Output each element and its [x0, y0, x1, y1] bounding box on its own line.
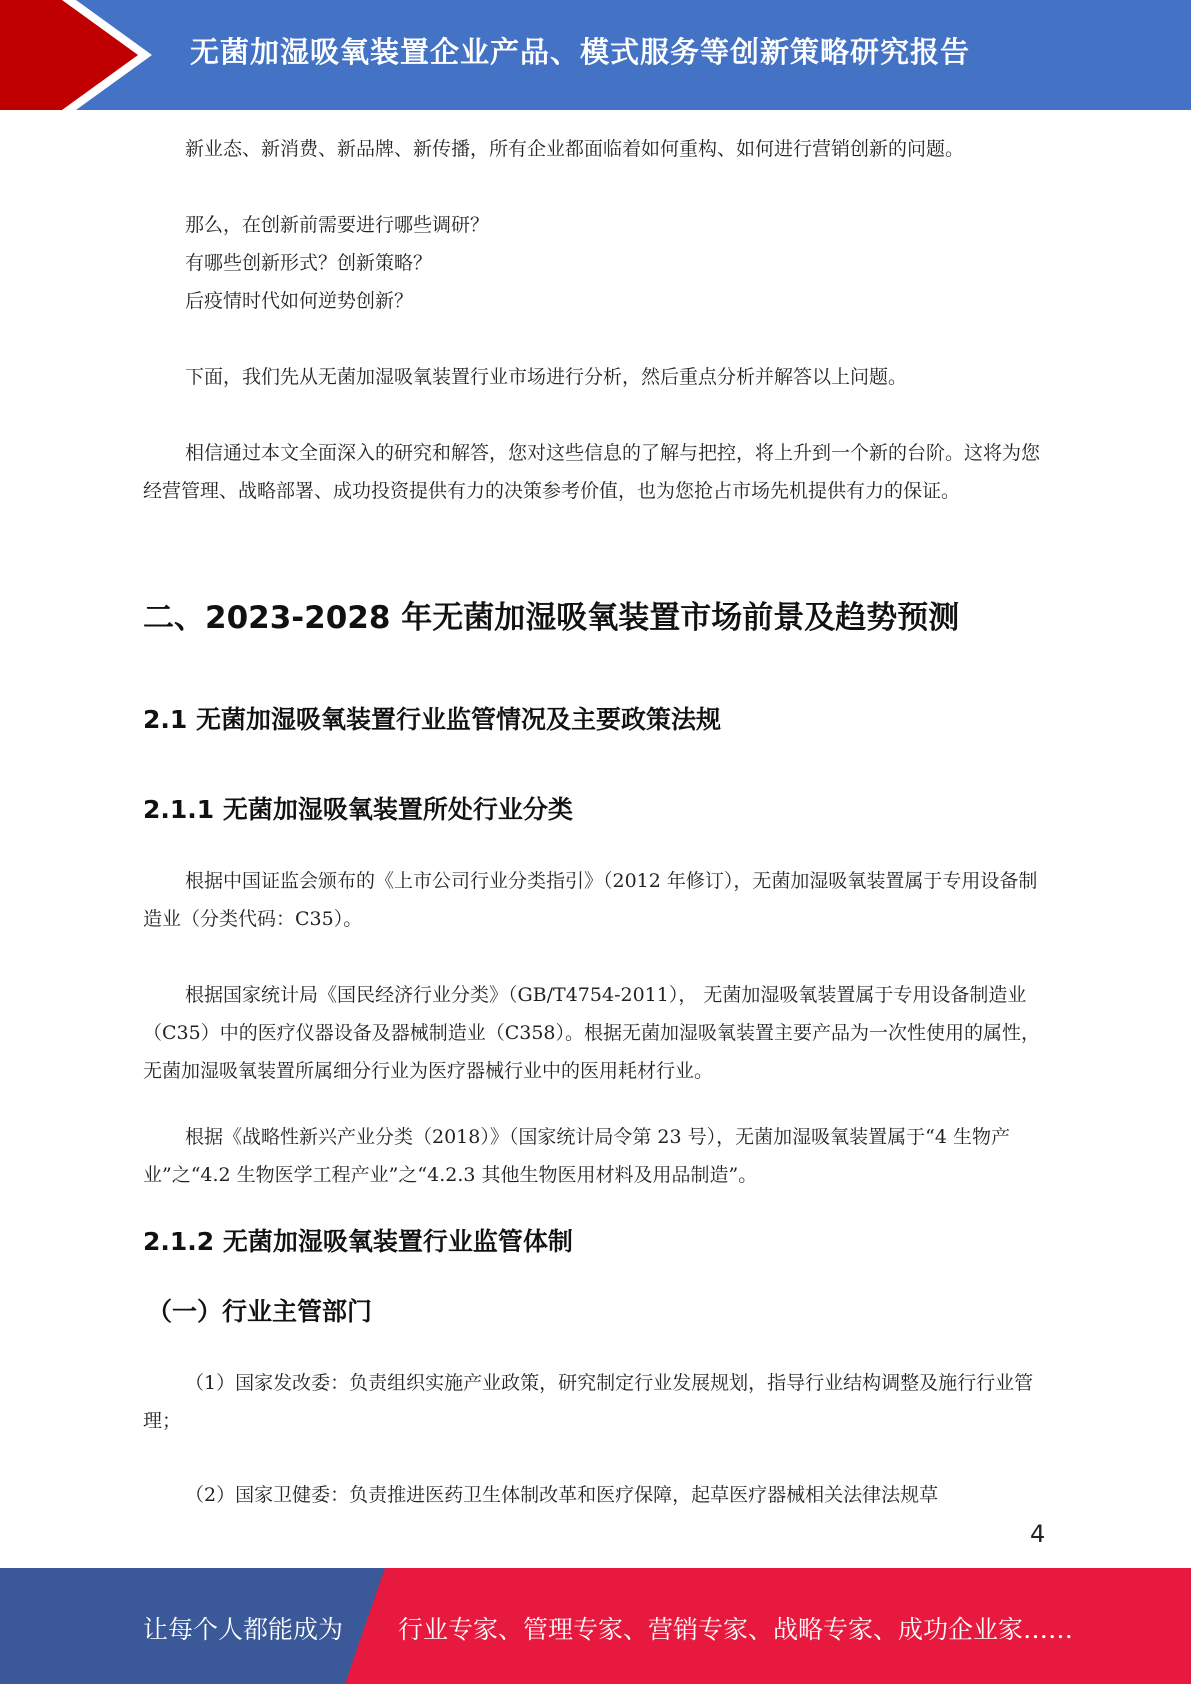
classification-paragraph-3: 根据《战略性新兴产业分类（2018）》（国家统计局令第 23 号），无菌加湿吸氧装置属于“4 生物产业”之“4.2 生物医学工程产业”之“4.2.3 其他生物医用材料及用品制造”。 — [143, 1126, 1010, 1186]
authority-item-1: （1）国家发改委：负责组织实施产业政策，研究制定行业发展规划，指导行业结构调整及施行行业管理； — [143, 1372, 1034, 1432]
intro-paragraph: 新业态、新消费、新品牌、新传播，所有企业都面临着如何重构、如何进行营销创新的问题。 — [185, 138, 965, 160]
subsection-heading-2-1-1: 2.1.1 无菌加湿吸氧装置所处行业分类 — [143, 795, 573, 824]
footer-slogan-left: 让每个人都能成为 — [143, 1615, 344, 1644]
page-footer — [0, 1568, 1191, 1684]
authority-heading: （一）行业主管部门 — [147, 1297, 373, 1326]
analysis-paragraph: 下面，我们先从无菌加湿吸氧装置行业市场进行分析，然后重点分析并解答以上问题。 — [185, 366, 908, 388]
question-1: 那么，在创新前需要进行哪些调研？ — [185, 214, 490, 236]
question-3: 后疫情时代如何逆势创新？ — [185, 290, 414, 312]
value-paragraph: 相信通过本文全面深入的研究和解答，您对这些信息的了解与把控，将上升到一个新的台阶。这将为您经营管理、战略部署、成功投资提供有力的决策参考价值，也为您抢占市场先机提供有力的保证。 — [143, 442, 1041, 502]
subsection-heading-2-1-2: 2.1.2 无菌加湿吸氧装置行业监管体制 — [143, 1227, 573, 1256]
classification-paragraph-2: 根据国家统计局《国民经济行业分类》（GB/T4754-2011）， 无菌加湿吸氧装置属于专用设备制造业（C35）中的医疗仪器设备及器械制造业（C358）。根据无菌加湿吸氧装置主要产品为一次性使用的属性，无菌加湿吸氧装置所属细分行业为医疗器械行业中的医用耗材行业。 — [143, 984, 1041, 1082]
question-2: 有哪些创新形式？创新策略？ — [185, 252, 433, 274]
authority-item-2: （2）国家卫健委：负责推进医药卫生体制改革和医疗保障，起草医疗器械相关法律法规草 — [185, 1484, 939, 1506]
page-header — [0, 0, 1191, 110]
section-heading: 二、2023-2028 年无菌加湿吸氧装置市场前景及趋势预测 — [143, 600, 960, 636]
subsection-heading-2-1: 2.1 无菌加湿吸氧装置行业监管情况及主要政策法规 — [143, 705, 721, 734]
page-number: 4 — [1030, 1520, 1046, 1548]
classification-paragraph-1: 根据中国证监会颁布的《上市公司行业分类指引》（2012 年修订），无菌加湿吸氧装置属于专用设备制造业（分类代码：C35）。 — [143, 870, 1038, 930]
report-title: 无菌加湿吸氧装置企业产品、模式服务等创新策略研究报告 — [190, 35, 971, 69]
footer-slogan-right: 行业专家、管理专家、营销专家、战略专家、成功企业家…… — [398, 1615, 1074, 1644]
header-red-arrow — [0, 0, 150, 110]
